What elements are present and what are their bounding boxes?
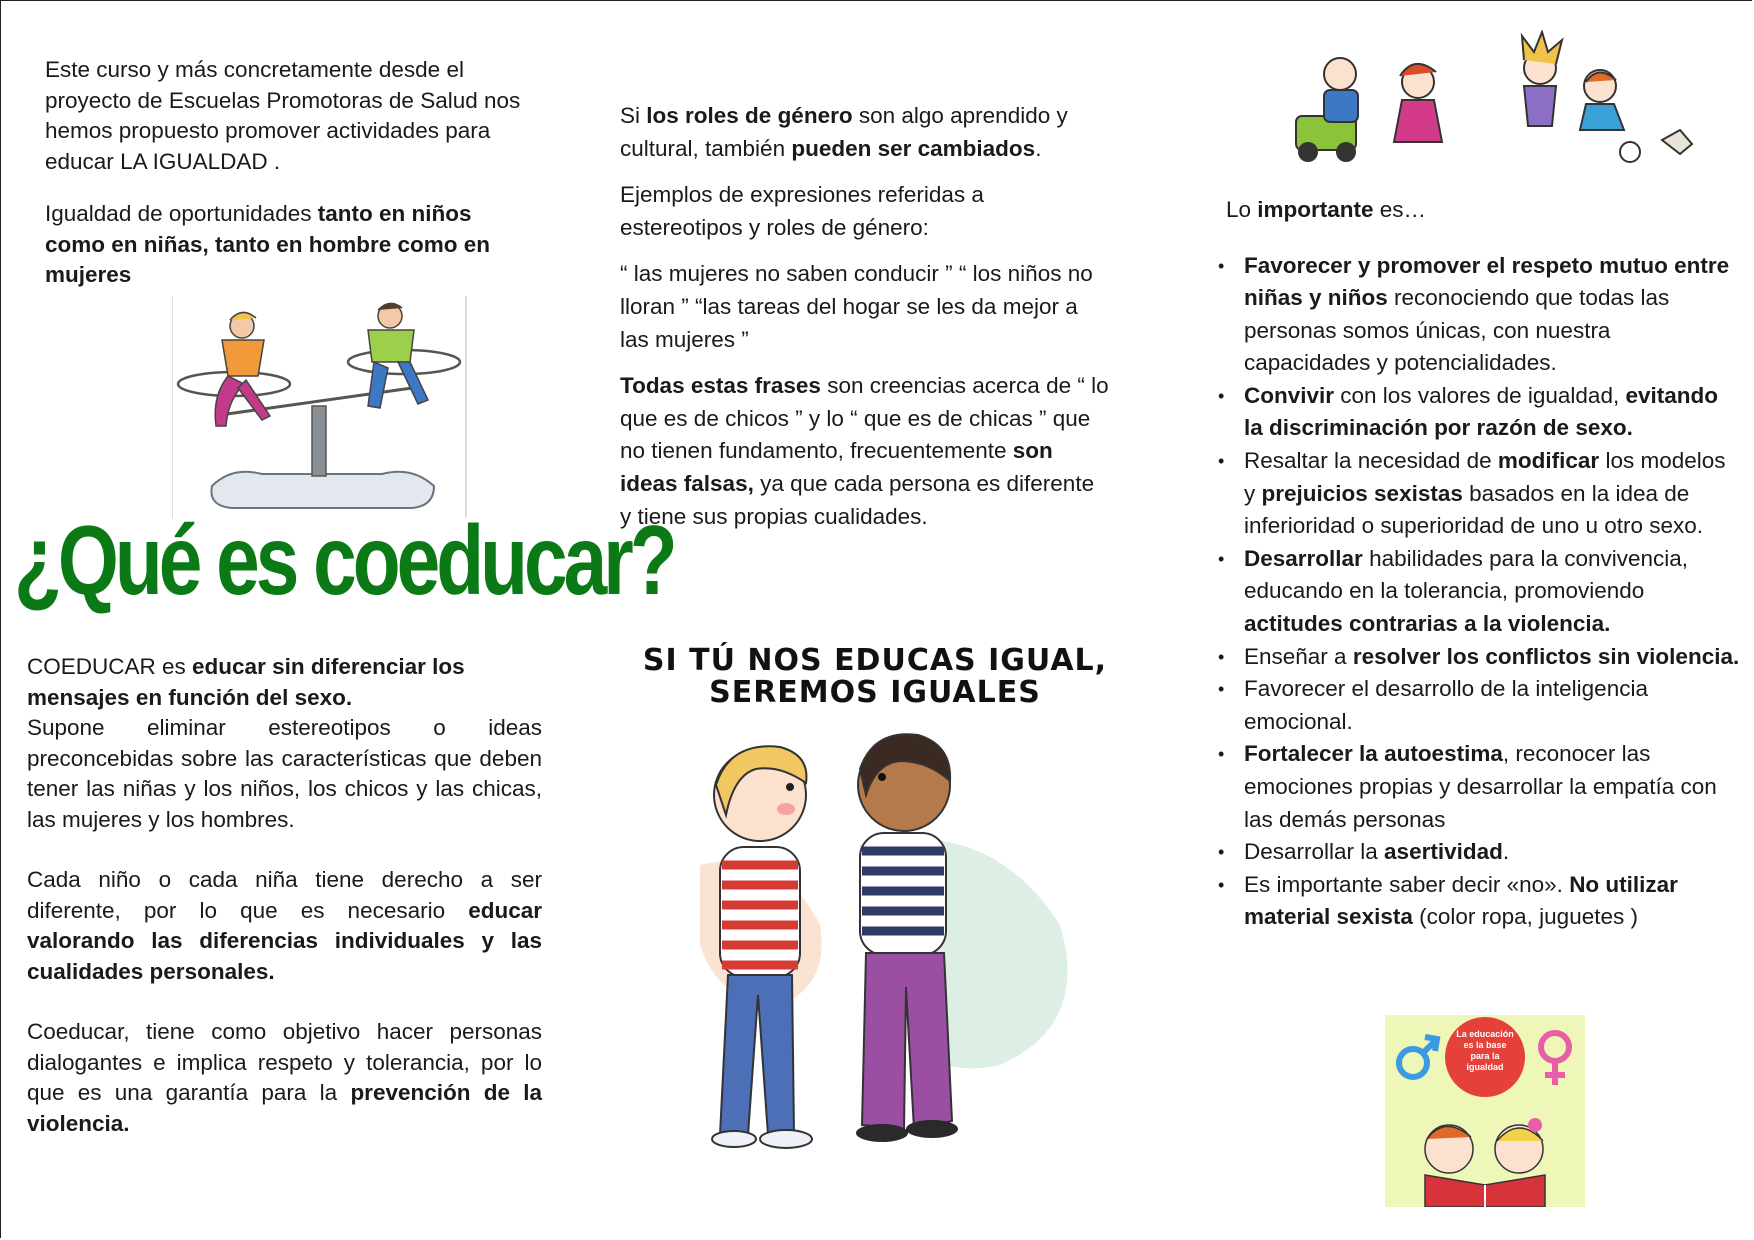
- roles-paragraph: Si los roles de género son algo aprendido y cultural, también pueden ser cambiados.: [620, 103, 1068, 161]
- poster-caption: La educación es la base para la igualdad: [1456, 1029, 1514, 1072]
- objetivo-paragraph: Coeducar, tiene como objetivo hacer personas dialogantes e implica respeto y tolerancia, por lo que es una garantía para la prevención de la violencia.: [27, 1019, 542, 1136]
- coeducar-detail: Supone eliminar estereotipos o ideas preconcebidas sobre las características que deben tener las niñas y los niños, los chicos y las chicas, las mujeres y los hombres.: [27, 715, 542, 832]
- list-item: • Es importante saber decir «no». No utilizar material sexista (color ropa, juguetes ): [1220, 869, 1740, 934]
- coeducar-section: [27, 652, 542, 1139]
- column-right: [1220, 195, 1740, 934]
- column-middle: [620, 100, 1110, 533]
- cada-paragraph: Cada niño o cada niña tiene derecho a ser diferente, por lo que es necesario educar valorando las diferencias individuales y las cualidades personales.: [27, 867, 542, 984]
- equality-poster: [1385, 1015, 1585, 1207]
- balance-scale-illustration: [172, 296, 470, 518]
- slogan-line-1: SI TÚ NOS EDUCAS IGUAL,: [642, 643, 1108, 678]
- list-item: • Favorecer y promover el respeto mutuo entre niñas y niños reconociendo que todas las personas somos únicas, con nuestra capacidades y potencialidades.: [1220, 250, 1740, 380]
- children-illustration: [660, 725, 1120, 1165]
- column-left: [45, 55, 535, 291]
- igualdad-paragraph: Igualdad de oportunidades tanto en niños como en niñas, tanto en hombre como en mujeres: [45, 201, 491, 287]
- list-item: • Fortalecer la autoestima, reconocer las emociones propias y desarrollar la empatía con las demás personas: [1220, 738, 1740, 836]
- list-item: • Convivir con los valores de igualdad, evitando la discriminación por razón de sexo.: [1220, 380, 1740, 445]
- intro-paragraph: Este curso y más concretamente desde el proyecto de Escuelas Promotoras de Salud nos hemos propuesto promover actividades para educar LA IGUALDAD .: [45, 57, 521, 174]
- page-title: ¿Qué es coeducar?: [14, 505, 674, 615]
- list-item: • Desarrollar la asertividad.: [1220, 836, 1740, 869]
- ejemplos-paragraph: Ejemplos de expresiones referidas a estereotipos y roles de género:: [620, 182, 984, 240]
- slogan-line-2: SEREMOS IGUALES: [709, 675, 1041, 710]
- playing-kids-illustration: [1290, 30, 1695, 170]
- frases-paragraph: Todas estas frases son creencias acerca de “ lo que es de chicos ” y lo “ que es de chicas ” que no tienen fundamento, frecuentemente son ideas falsas, ya que cada persona es diferente y tiene sus propias cualidades.: [620, 373, 1109, 529]
- importante-heading: Lo importante es…: [1226, 197, 1427, 222]
- coeducar-definition: COEDUCAR es educar sin diferenciar los mensajes en función del sexo.: [27, 654, 465, 710]
- slogan: [635, 645, 1115, 709]
- quotes-paragraph: “ las mujeres no saben conducir ” “ los niños no lloran ” “las tareas del hogar se les da mejor a las mujeres ”: [620, 261, 1093, 352]
- importante-list: [1220, 250, 1740, 934]
- list-item: • Resaltar la necesidad de modificar los modelos y prejuicios sexistas basados en la idea de inferioridad o superioridad de uno u otro sexo.: [1220, 445, 1740, 543]
- list-item: • Enseñar a resolver los conflictos sin violencia.: [1220, 641, 1740, 674]
- list-item: • Favorecer el desarrollo de la inteligencia emocional.: [1220, 673, 1740, 738]
- list-item: • Desarrollar habilidades para la convivencia, educando en la tolerancia, promoviendo actitudes contrarias a la violencia.: [1220, 543, 1740, 641]
